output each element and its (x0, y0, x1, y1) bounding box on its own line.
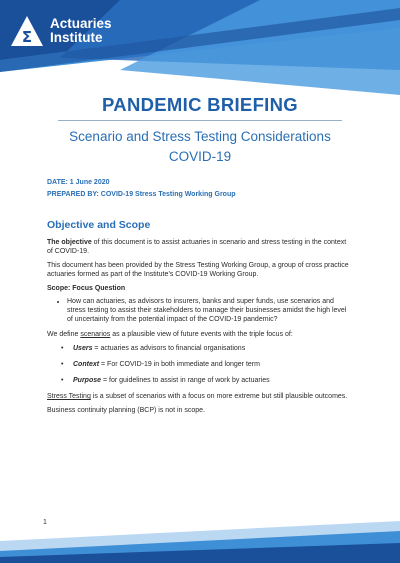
focus-question-list (47, 297, 353, 324)
page-number: 1 (43, 519, 47, 526)
objective-text: of this document is to assist actuaries in scenario and stress testing in the context of COVID-19. (47, 239, 347, 255)
focus-term: Users (73, 345, 93, 352)
bullet-dot-icon: • (61, 361, 64, 368)
scenarios-term: scenarios (80, 331, 111, 338)
page-subtitle: Scenario and Stress Testing Considerations (69, 129, 331, 144)
title-divider (58, 120, 342, 121)
objective-paragraph (47, 238, 353, 256)
provenance-paragraph: This document has been provided by the Stress Testing Working Group, a group of cross practice actuaries formed as part of the Institute’s COVID-19 Working Group. (47, 262, 349, 278)
focus-term: Context (73, 361, 100, 368)
stress-testing-text: is a subset of scenarios with a focus on more extreme but still plausible outcomes. (90, 393, 348, 400)
footer-banner (0, 503, 400, 563)
logo-line-1: Actuaries (50, 16, 112, 31)
bullet-dot-icon: • (61, 377, 64, 384)
stress-testing-definition (47, 392, 353, 401)
focus-desc: = For COVID-19 in both immediate and longer term (99, 361, 260, 368)
focus-item-purpose (61, 376, 353, 385)
page-subtitle-topic: COVID-19 (168, 149, 232, 164)
focus-question-item: • How can actuaries, as advisors to insurers, banks and super funds, use scenarios and stress testing to assist their stakeholders to manage their businesses amidst the high level of uncertainty from the potential impact of the COVID-19 pandemic? (67, 297, 353, 324)
document-meta (47, 177, 236, 201)
triple-focus-list (47, 344, 353, 385)
stress-testing-term: Stress Testing (47, 393, 91, 400)
document-date: DATE: 1 June 2020 (47, 179, 110, 186)
bullet-dot-icon: • (61, 345, 64, 352)
bcp-note: Business continuity planning (BCP) is not in scope. (47, 407, 205, 414)
svg-text:Σ: Σ (21, 28, 33, 46)
focus-term: Purpose (73, 377, 102, 384)
logo-line-2: Institute (50, 30, 103, 45)
logo-wordmark (50, 17, 112, 45)
prepared-by: PREPARED BY: COVID-19 Stress Testing Working Group (47, 191, 236, 198)
focus-item-users (61, 344, 353, 353)
scope-label: Scope: Focus Question (47, 285, 126, 292)
actuaries-institute-logo (10, 15, 112, 47)
objective-label: The objective (47, 239, 92, 246)
main-content (47, 219, 353, 420)
section-heading: Objective and Scope (47, 219, 151, 231)
title-block (58, 94, 342, 167)
focus-item-context (61, 360, 353, 369)
scenario-definition (47, 330, 353, 339)
sigma-triangle-icon (10, 15, 44, 47)
definition-prefix: We define (47, 331, 81, 338)
focus-desc: = for guidelines to assist in range of work by actuaries (101, 377, 270, 384)
definition-suffix: as a plausible view of future events with the triple focus of: (110, 331, 293, 338)
page-title: PANDEMIC BRIEFING (102, 94, 298, 115)
focus-desc: = actuaries as advisors to financial organisations (92, 345, 246, 352)
